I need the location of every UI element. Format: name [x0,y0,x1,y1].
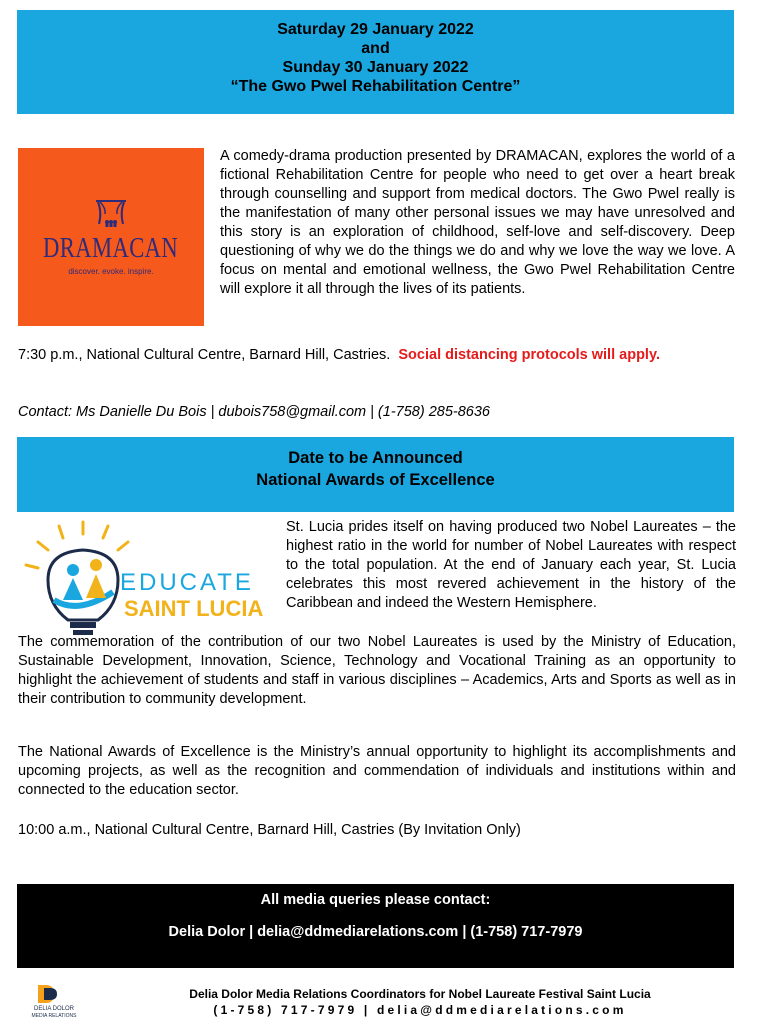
delia-dolor-logo [24,983,84,1019]
event1-date-line3: Sunday 30 January 2022 [282,59,469,76]
event1-venue: 7:30 p.m., National Cultural Centre, Barnard Hill, Castries. [18,347,391,363]
media-heading: All media queries please contact: [260,892,491,908]
event1-title: “The Gwo Pwel Rehabilitation Centre” [230,78,521,95]
event1-description: A comedy-drama production presented by DRAMACAN, explores the world of a fictional Rehabilitation Centre for people who need to get over a heart break through counselling and support from medical doctors. The Gwo Pwel really is the manifestation of many other personal issues we may have unresolved and this story is an exploration of childhood, self-love and self-discovery. Deep questioning of why we do the things we do and why we love the way we love. A focus on mental and emotional wellness, the Gwo Pwel Rehabilitation Centre will explore it all through the lives of its patients. [220,148,735,297]
event1-protocol-notice: Social distancing protocols will apply. [398,347,660,363]
event2-date-line: Date to be Announced [288,449,463,467]
dramacan-logo-word: DRAMACAN [43,232,179,264]
media-contact: Delia Dolor | delia@ddmediarelations.com | (1-758) 717-7979 [168,924,583,940]
delia-logo-text1: DELIA DOLOR [33,1006,75,1012]
event2-title: National Awards of Excellence [256,471,495,489]
educate-logo-word2: SAINT LUCIA [124,596,264,621]
media-contact-box [17,884,734,968]
event2-description-para2: The National Awards of Excellence is the Ministry’s annual opportunity to highlight its accomplishments and upcoming projects, as well as the recognition and commendation of individuals and institutions within and connected to the education sector. [18,744,736,798]
footer-line2: (1-758) 717-7979 | delia@ddmediarelations.com [213,1003,627,1017]
theatre-curtain-icon [94,198,128,228]
event1-date-line1: Saturday 29 January 2022 [277,21,474,38]
event1-contact: Contact: Ms Danielle Du Bois | dubois758@gmail.com | (1-758) 285-8636 [18,404,490,420]
event2-banner [17,437,734,512]
event1-date-line2: and [361,40,390,57]
event1-venue-line [18,346,735,364]
event2-description-part2: The commemoration of the contribution of our two Nobel Laureates is used by the Ministry of Education, Sustainable Development, Innovation, Science, Technology and Vocational Training as an opportunity to highlight the achievement of students and staff in various disciplines – Academics, Arts and Sports as well as in their contribution to community development. [18,634,736,707]
footer-text [100,986,740,1018]
event2-venue: 10:00 a.m., National Cultural Centre, Barnard Hill, Castries (By Invitation Only) [18,822,521,838]
footer-line1: Delia Dolor Media Relations Coordinators for Nobel Laureate Festival Saint Lucia [189,987,651,1001]
educate-logo-word1: EDUCATE [120,569,254,596]
delia-logo-text2: MEDIA RELATIONS [31,1013,77,1019]
event1-banner [17,10,734,114]
dramacan-logo-tagline: discover. evoke. inspire. [68,267,154,276]
event2-description-part1: St. Lucia prides itself on having produced two Nobel Laureates – the highest ratio in the world for number of Nobel Laureates with respect to the total population. At the end of January each year, St. Lucia celebrates this most revered achievement in the history of the Caribbean and indeed the Western Hemisphere. [286,519,736,611]
educate-saint-lucia-logo [18,520,280,640]
dramacan-logo [18,148,204,326]
